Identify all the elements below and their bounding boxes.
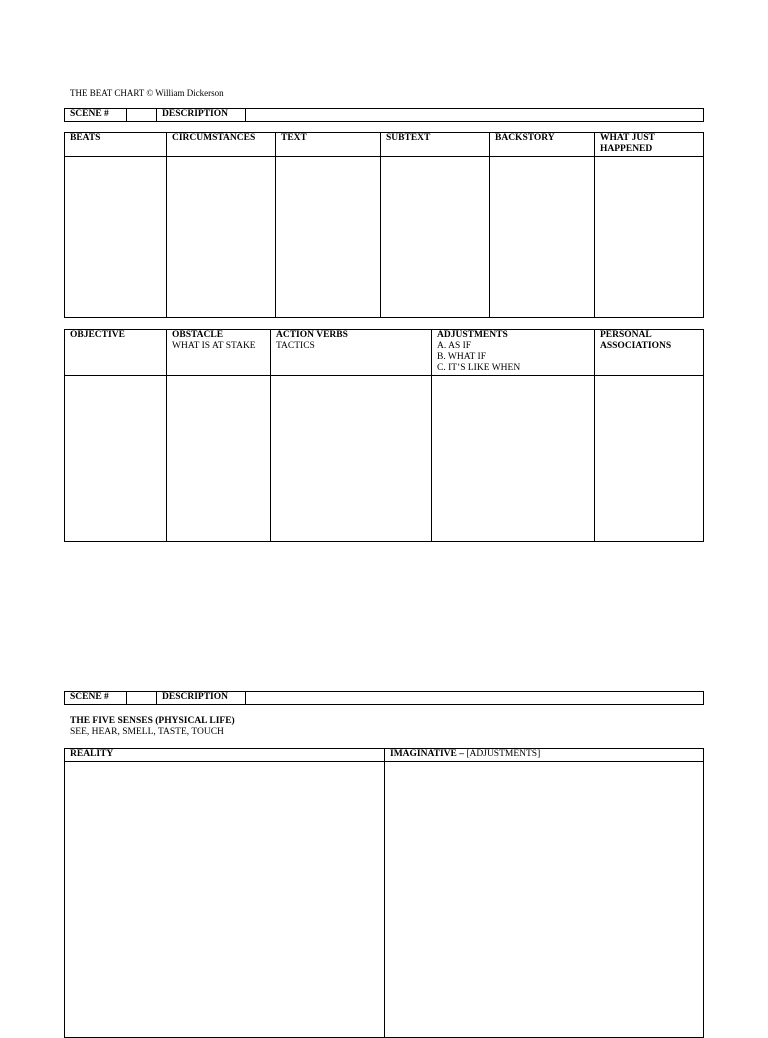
scene-bar-1 bbox=[64, 108, 704, 122]
personal-associations-header-title: PERSONAL ASSOCIATIONS bbox=[600, 330, 672, 351]
adjustments-header-title: ADJUSTMENTS bbox=[437, 330, 508, 340]
description-label: DESCRIPTION bbox=[157, 109, 246, 122]
description-label: DESCRIPTION bbox=[157, 692, 246, 705]
imaginative-header-title: IMAGINATIVE – bbox=[390, 749, 464, 759]
obstacle-header bbox=[167, 330, 271, 376]
action-verbs-cell[interactable] bbox=[271, 376, 432, 542]
beats-table bbox=[64, 132, 704, 318]
circumstances-header: CIRCUMSTANCES bbox=[167, 133, 276, 157]
adjustments-option-b: B. WHAT IF bbox=[437, 352, 487, 362]
five-senses-subtitle: SEE, HEAR, SMELL, TASTE, TOUCH bbox=[70, 727, 224, 737]
senses-table bbox=[64, 748, 704, 1038]
text-header: TEXT bbox=[276, 133, 381, 157]
objective-cell[interactable] bbox=[65, 376, 167, 542]
description-field[interactable] bbox=[246, 692, 704, 705]
subtext-header: SUBTEXT bbox=[381, 133, 490, 157]
scene-number-label: SCENE # bbox=[65, 692, 127, 705]
text-cell[interactable] bbox=[276, 157, 381, 318]
objective-header-title: OBJECTIVE bbox=[70, 330, 125, 340]
imaginative-header bbox=[385, 749, 704, 762]
objective-table bbox=[64, 329, 704, 542]
obstacle-header-subtitle: WHAT IS AT STAKE bbox=[172, 341, 256, 351]
reality-header: REALITY bbox=[65, 749, 385, 762]
backstory-cell[interactable] bbox=[490, 157, 595, 318]
obstacle-cell[interactable] bbox=[167, 376, 271, 542]
what-just-happened-header: WHAT JUST HAPPENED bbox=[595, 133, 704, 157]
five-senses-title: THE FIVE SENSES (PHYSICAL LIFE) bbox=[70, 716, 235, 726]
adjustments-option-c: C. IT’S LIKE WHEN bbox=[437, 363, 521, 373]
subtext-cell[interactable] bbox=[381, 157, 490, 318]
imaginative-header-note: [ADJUSTMENTS] bbox=[466, 749, 541, 759]
scene-number-field[interactable] bbox=[127, 692, 157, 705]
adjustments-cell[interactable] bbox=[432, 376, 595, 542]
description-field[interactable] bbox=[246, 109, 704, 122]
action-verbs-header-title: ACTION VERBS bbox=[276, 330, 348, 340]
scene-bar-2 bbox=[64, 691, 704, 705]
personal-associations-cell[interactable] bbox=[595, 376, 704, 542]
circumstances-cell[interactable] bbox=[167, 157, 276, 318]
beats-header: BEATS bbox=[65, 133, 167, 157]
imaginative-cell[interactable] bbox=[385, 762, 704, 1038]
scene-number-field[interactable] bbox=[127, 109, 157, 122]
doc-title: THE BEAT CHART © William Dickerson bbox=[70, 88, 224, 98]
adjustments-header bbox=[432, 330, 595, 376]
reality-cell[interactable] bbox=[65, 762, 385, 1038]
action-verbs-header-subtitle: TACTICS bbox=[276, 341, 315, 351]
adjustments-option-a: A. AS IF bbox=[437, 341, 472, 351]
what-just-happened-cell[interactable] bbox=[595, 157, 704, 318]
beats-cell[interactable] bbox=[65, 157, 167, 318]
objective-header bbox=[65, 330, 167, 376]
action-verbs-header bbox=[271, 330, 432, 376]
scene-number-label: SCENE # bbox=[65, 109, 127, 122]
obstacle-header-title: OBSTACLE bbox=[172, 330, 224, 340]
backstory-header: BACKSTORY bbox=[490, 133, 595, 157]
personal-associations-header bbox=[595, 330, 704, 376]
